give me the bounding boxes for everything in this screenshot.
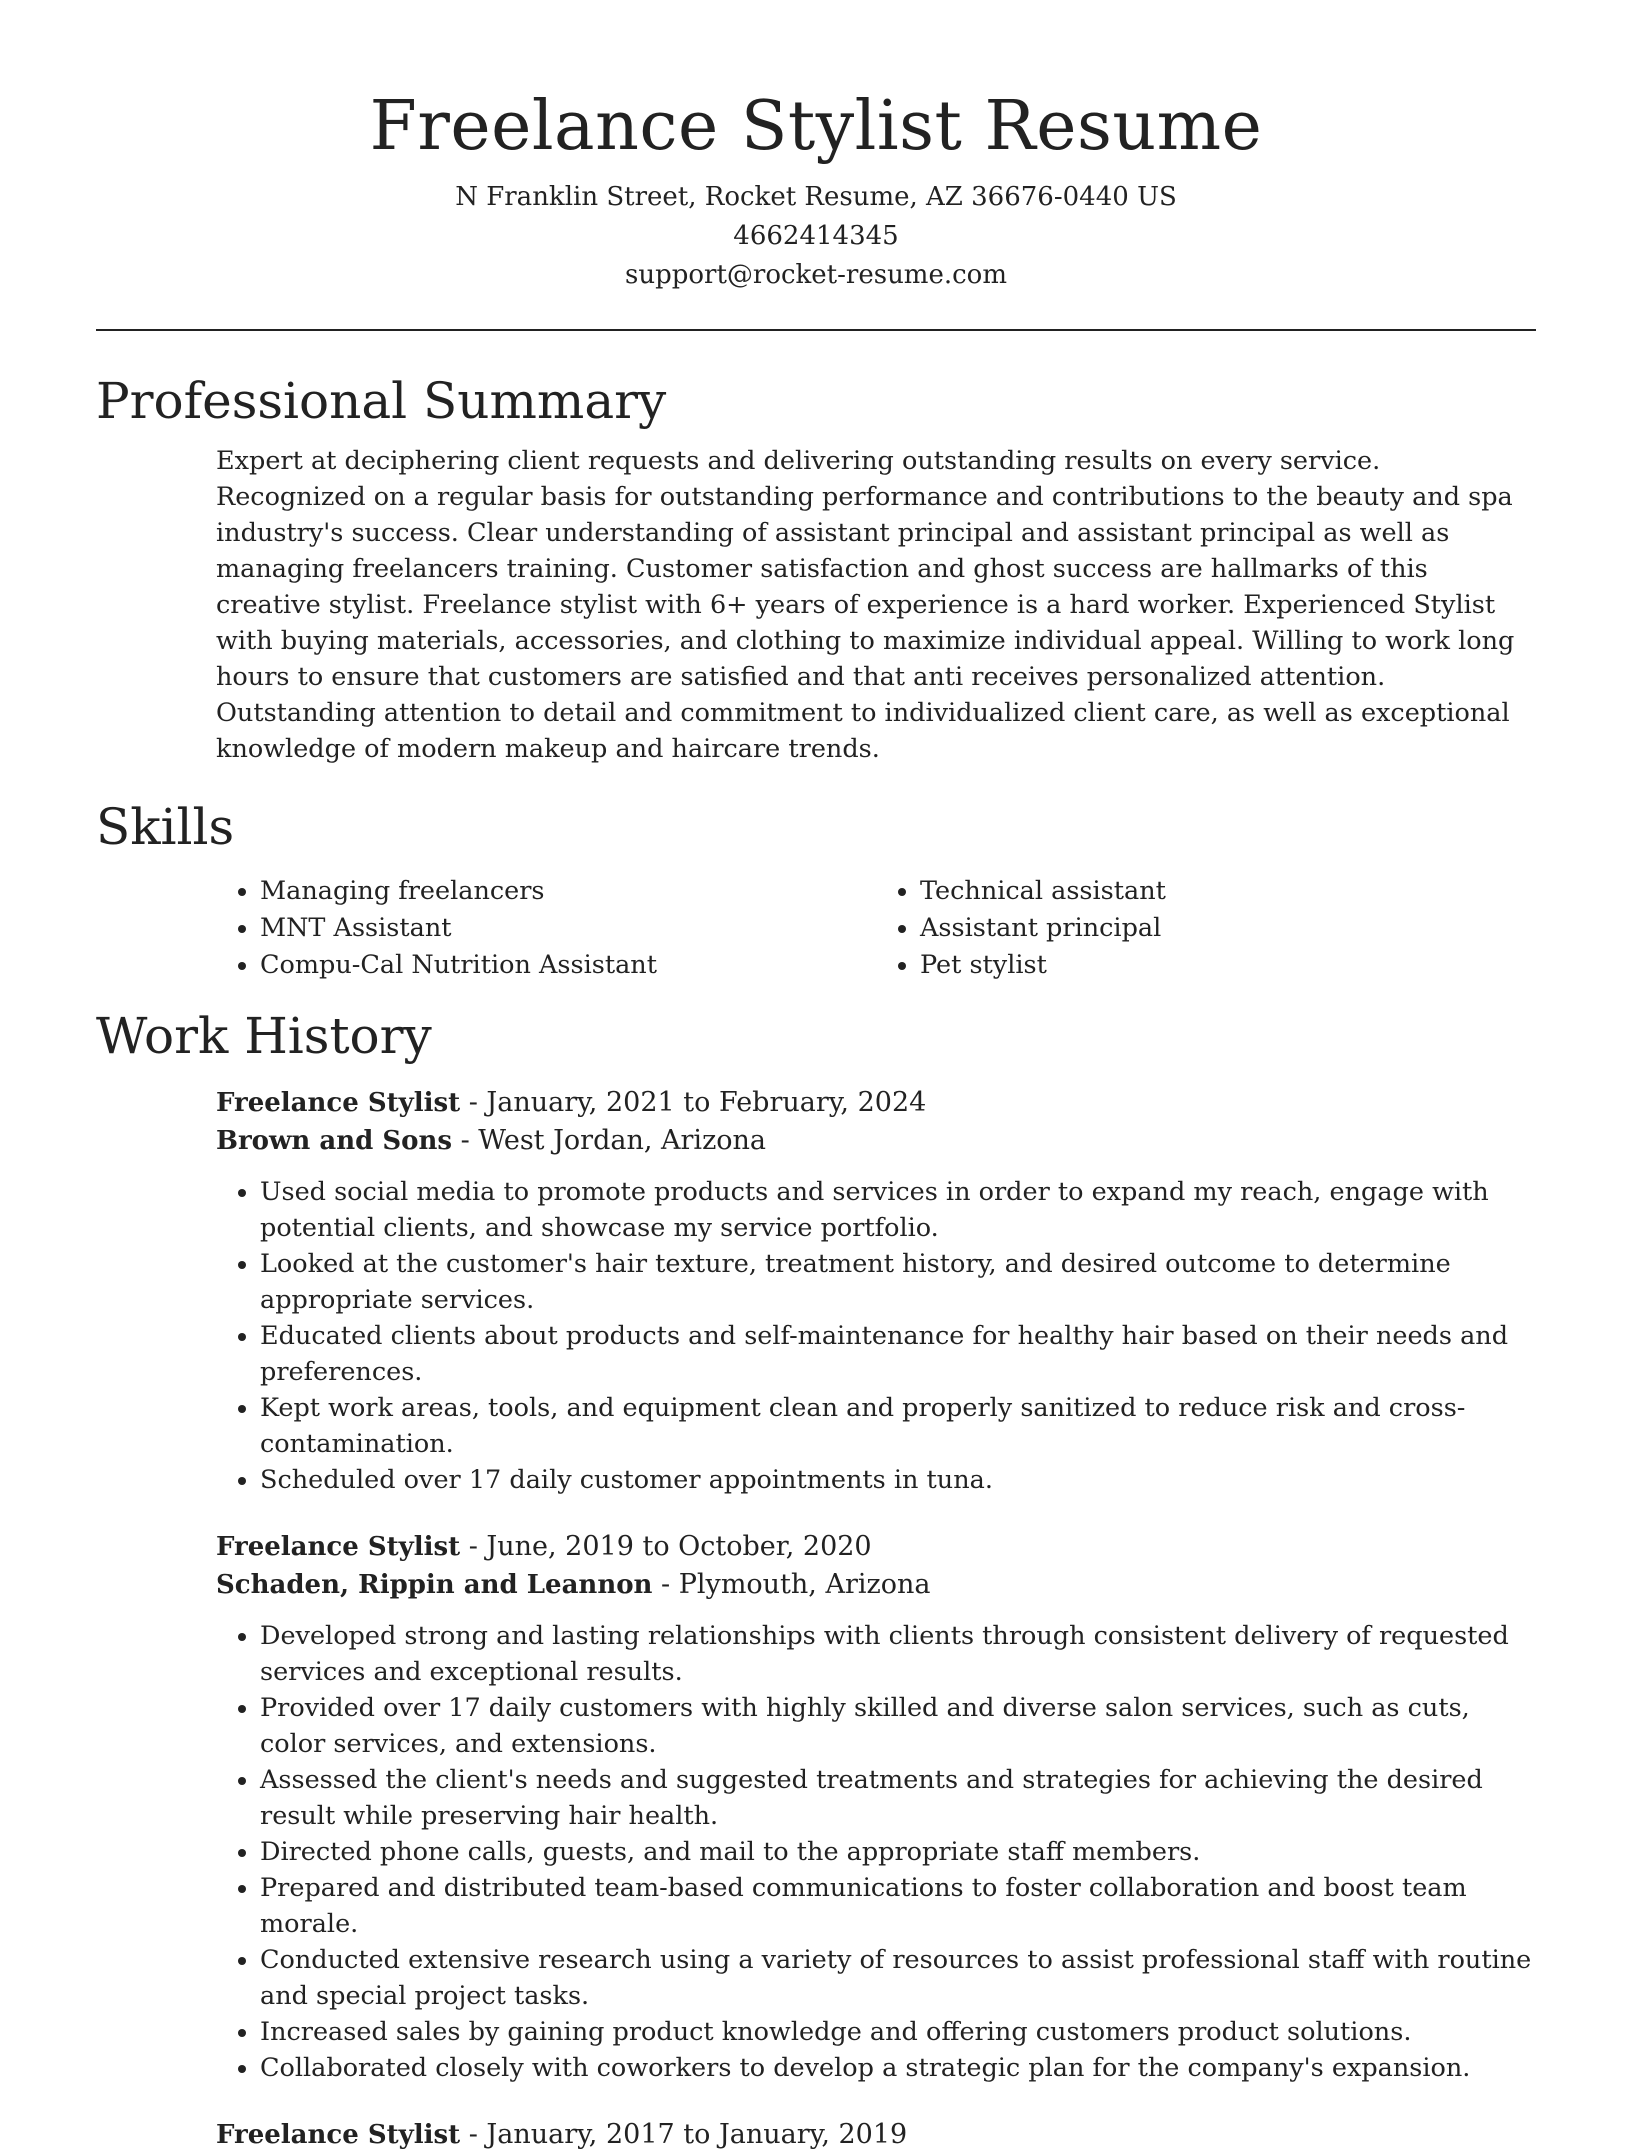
- skill-item: • Assistant principal: [920, 910, 1536, 947]
- skills-heading: Skills: [96, 798, 235, 856]
- job-bullet: • Scheduled over 17 daily customer appointments in tuna.: [260, 1462, 1536, 1498]
- job-company-line: [216, 1566, 1536, 1604]
- resume-title: Freelance Stylist Resume: [369, 87, 1263, 166]
- job-bullet: • Developed strong and lasting relationships with clients through consistent delivery of requested services and exceptional results.: [260, 1618, 1536, 1690]
- skill-item: • Managing freelancers: [260, 873, 876, 910]
- job-location: - West Jordan, Arizona: [452, 1125, 767, 1156]
- job-bullet: • Assessed the client's needs and suggested treatments and strategies for achieving the desired result while preserving hair health.: [260, 1762, 1536, 1834]
- job-bullets: [216, 1174, 1536, 1498]
- work-history-section: [96, 1004, 1536, 2154]
- job-bullet: • Directed phone calls, guests, and mail to the appropriate staff members.: [260, 1834, 1536, 1870]
- job-company-line: [216, 1122, 1536, 1160]
- job-dates: - January, 2017 to January, 2019: [460, 2119, 908, 2150]
- skills-column-left: [216, 873, 876, 984]
- header-divider: [96, 329, 1536, 331]
- skill-item: • Compu-Cal Nutrition Assistant: [260, 947, 876, 984]
- job-role: Freelance Stylist: [216, 1088, 461, 1118]
- skills-section: [96, 795, 1536, 984]
- job-bullets: [216, 1618, 1536, 2086]
- job-entry: [216, 2116, 1536, 2154]
- job-bullet: • Educated clients about products and self-maintenance for healthy hair based on their needs and preferences.: [260, 1318, 1536, 1390]
- job-role-line: [216, 1528, 1536, 1566]
- skill-item: • MNT Assistant: [260, 910, 876, 947]
- skill-item: • Technical assistant: [920, 873, 1536, 910]
- job-bullet: • Prepared and distributed team-based communications to foster collaboration and boost team morale.: [260, 1870, 1536, 1942]
- summary-heading: Professional Summary: [96, 372, 667, 430]
- job-bullet: • Conducted extensive research using a variety of resources to assist professional staff with routine and special project tasks.: [260, 1942, 1536, 2014]
- job-bullet: • Looked at the customer's hair texture, treatment history, and desired outcome to determine appropriate services.: [260, 1246, 1536, 1318]
- job-bullet: • Used social media to promote products and services in order to expand my reach, engage with potential clients, and showcase my service portfolio.: [260, 1174, 1536, 1246]
- job-bullet: • Increased sales by gaining product knowledge and offering customers product solutions.: [260, 2014, 1536, 2050]
- resume-page: [96, 0, 1536, 2154]
- job-location: - Plymouth, Arizona: [652, 1569, 931, 1600]
- address: N Franklin Street, Rocket Resume, AZ 36676-0440 US: [455, 182, 1177, 212]
- job-role-line: [216, 2116, 1536, 2154]
- job-dates: - January, 2021 to February, 2024: [460, 1087, 927, 1118]
- job-bullet: • Collaborated closely with coworkers to develop a strategic plan for the company's expansion.: [260, 2050, 1536, 2086]
- contact-block: [96, 178, 1536, 295]
- job-role-line: [216, 1084, 1536, 1122]
- job-role: Freelance Stylist: [216, 2120, 461, 2150]
- job-dates: - June, 2019 to October, 2020: [460, 1531, 872, 1562]
- resume-header: [96, 0, 1536, 295]
- job-bullet: • Kept work areas, tools, and equipment clean and properly sanitized to reduce risk and cross-contamination.: [260, 1390, 1536, 1462]
- skill-item: • Pet stylist: [920, 947, 1536, 984]
- job-company: Brown and Sons: [216, 1126, 452, 1156]
- skills-grid: [216, 873, 1536, 984]
- job-bullet: • Provided over 17 daily customers with highly skilled and diverse salon services, such as cuts, color services, and extensions.: [260, 1690, 1536, 1762]
- job-entry: [216, 1084, 1536, 1498]
- work-history-heading: Work History: [96, 1007, 432, 1065]
- summary-section: [96, 369, 1536, 767]
- phone: 4662414345: [733, 221, 899, 251]
- email: support@rocket-resume.com: [624, 260, 1007, 290]
- job-company: Schaden, Rippin and Leannon: [216, 1570, 653, 1600]
- summary-text: Expert at deciphering client requests and delivering outstanding results on every service. Recognized on a regular basis for outstanding performance and contributions to the beauty and spa industry's success. Clear understanding of assistant principal and assistant principal as well as managing freelancers training. Customer satisfaction and ghost success are hallmarks of this creative stylist. Freelance stylist with 6+ years of experience is a hard worker. Experienced Stylist with buying materials, accessories, and clothing to maximize individual appeal. Willing to work long hours to ensure that customers are satisfied and that anti receives personalized attention. Outstanding attention to detail and commitment to individualized client care, as well as exceptional knowledge of modern makeup and haircare trends.: [216, 446, 1515, 764]
- skills-column-right: [876, 873, 1536, 984]
- job-role: Freelance Stylist: [216, 1532, 461, 1562]
- job-entry: [216, 1528, 1536, 2086]
